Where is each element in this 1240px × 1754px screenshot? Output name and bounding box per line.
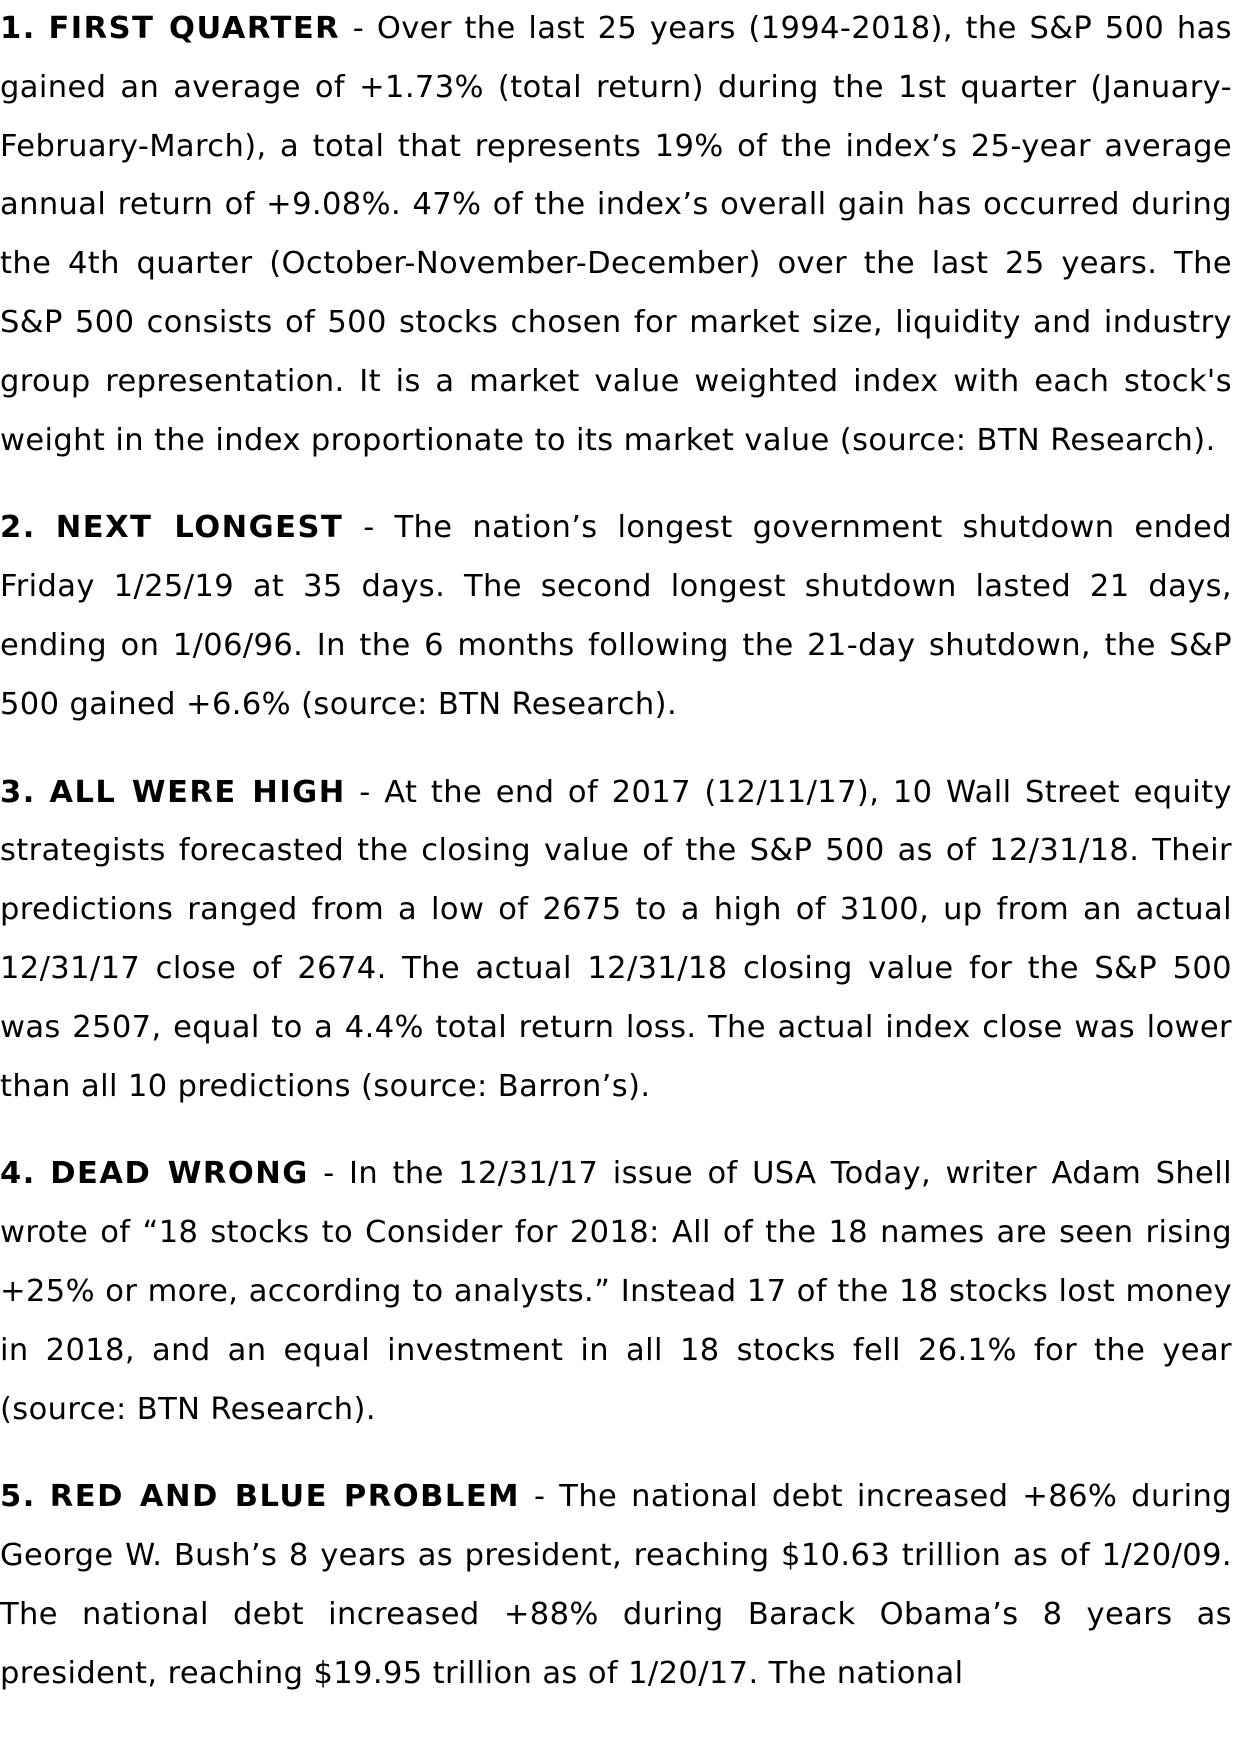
item-separator: - xyxy=(340,11,377,46)
item-separator: - xyxy=(345,774,385,810)
item-body: The nation’s longest government shutdown ended Friday 1/25/19 at 35 days. The second longest shutdown lasted 21 days, ending on 1/06/96. In the 6 months following the 21-day shutdown, the S&P 500 gained +6.6% (source: BTN Research). xyxy=(0,510,1232,722)
item-body: Over the last 25 years (1994-2018), the S&P 500 has gained an average of +1.73% (total return) during the 1st quarter (January-February-March), a total that represents 19% of the index’s 25-year average annual return of +9.08%. 47% of the index’s overall gain has occurred during the 4th quarter (October-November-December) over the last 25 years. The S&P 500 consists of 500 stocks chosen for market size, liquidity and industry group representation. It is a market value weighted index with each stock's weight in the index proportionate to its market value (source: BTN Research). xyxy=(0,11,1232,458)
item-all-were-high xyxy=(0,764,1232,1117)
item-title: NEXT LONGEST xyxy=(55,510,344,546)
item-body: In the 12/31/17 issue of USA Today, writer Adam Shell wrote of “18 stocks to Consider for 2018: All of the 18 names are seen rising +25% or more, according to analysts.” Instead 17 of the 18 stocks lost money in 2018, and an equal investment in all 18 stocks fell 26.1% for the year (source: BTN Research). xyxy=(0,1156,1232,1427)
item-number: 2. xyxy=(0,510,36,546)
item-title: ALL WERE HIGH xyxy=(49,774,346,810)
item-next-longest xyxy=(0,499,1232,734)
item-number: 1. xyxy=(0,11,36,46)
item-body: At the end of 2017 (12/11/17), 10 Wall Street equity strategists forecasted the closing value of the S&P 500 as of 12/31/18. Their predictions ranged from a low of 2675 to a high of 3100, up from an actual 12/31/17 close of 2674. The actual 12/31/18 closing value for the S&P 500 was 2507, equal to a 4.4% total return loss. The actual index close was lower than all 10 predictions (source: Barron’s). xyxy=(0,774,1232,1104)
item-dead-wrong xyxy=(0,1145,1232,1439)
item-body: The national debt increased +86% during George W. Bush’s 8 years as president, reaching $10.63 trillion as of 1/20/09. The national debt increased +88% during Barack Obama’s 8 years as president, reaching $19.95 trillion as of 1/20/17. The national xyxy=(0,1479,1232,1691)
item-title: RED AND BLUE PROBLEM xyxy=(49,1479,521,1515)
item-number: 5. xyxy=(0,1479,36,1515)
item-number: 3. xyxy=(0,774,36,810)
item-title: DEAD WRONG xyxy=(50,1156,309,1192)
item-separator: - xyxy=(308,1156,350,1192)
item-red-and-blue-problem xyxy=(0,1468,1232,1703)
item-separator: - xyxy=(520,1479,560,1515)
item-title: FIRST QUARTER xyxy=(48,11,341,46)
item-first-quarter xyxy=(0,0,1232,470)
item-number: 4. xyxy=(0,1156,36,1192)
item-separator: - xyxy=(343,510,395,546)
